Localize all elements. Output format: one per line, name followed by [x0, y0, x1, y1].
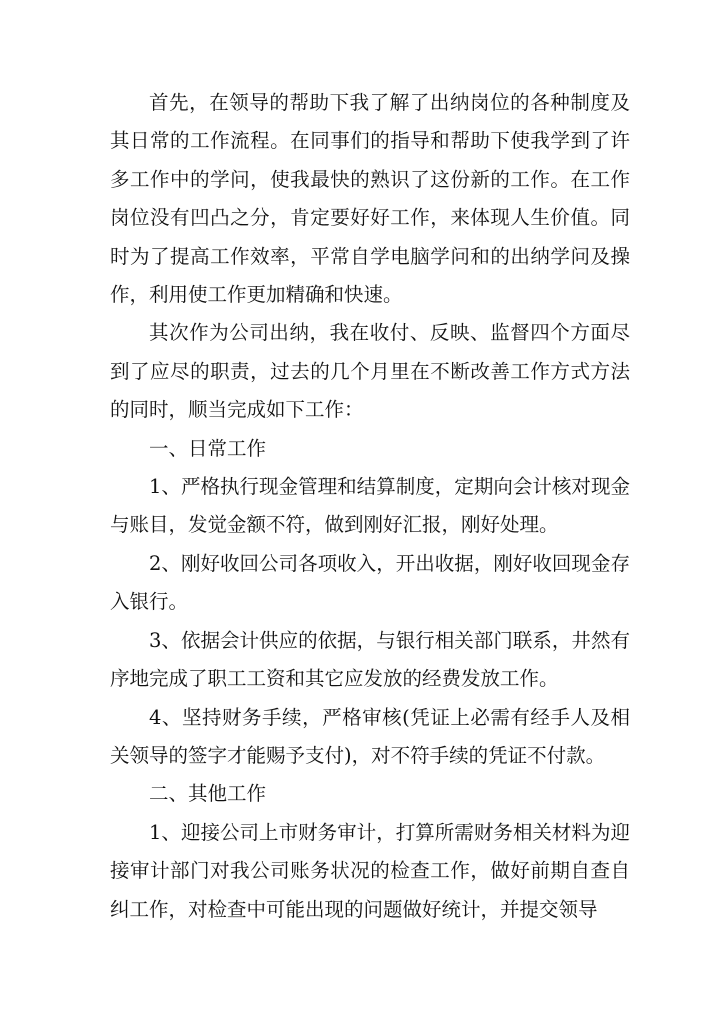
section-heading-daily-work: 一、日常工作: [149, 436, 267, 460]
list-item-daily-3: 3、依据会计供应的依据，与银行相关部门联系，井然有序地完成了职工工资和其它应发放的经费发放工作。: [110, 628, 630, 691]
list-item-other-1: 1、迎接公司上市财务审计，打算所需财务相关材料为迎接审计部门对我公司账务状况的检查工作，做好前期自查自纠工作，对检查中可能出现的问题做好统计，并提交领导: [110, 820, 630, 921]
list-item-daily-2: 2、刚好收回公司各项收入，开出收据，刚好收回现金存入银行。: [110, 551, 630, 614]
paragraph-cashier-duties: 其次作为公司出纳，我在收付、反映、监督四个方面尽到了应尽的职责，过去的几个月里在不断改善工作方式方法的同时，顺当完成如下工作：: [110, 321, 630, 422]
list-item-daily-4: 4、坚持财务手续，严格审核(凭证上必需有经手人及相关领导的签字才能赐予支付)，对不符手续的凭证不付款。: [110, 705, 630, 767]
section-heading-other-work: 二、其他工作: [149, 782, 267, 806]
list-item-daily-1: 1、严格执行现金管理和结算制度，定期向会计核对现金与账目，发觉金额不符，做到刚好汇报，刚好处理。: [110, 475, 630, 537]
paragraph-intro: 首先，在领导的帮助下我了解了出纳岗位的各种制度及其日常的工作流程。在同事们的指导和帮助下使我学到了许多工作中的学问，使我最快的熟识了这份新的工作。在工作岗位没有凹凸之分，肯定要好好工作，来体现人生价值。同时为了提高工作效率，平常自学电脑学问和的出纳学问及操作，利用使工作更加精确和快速。: [110, 91, 630, 307]
document-body: [110, 84, 630, 929]
